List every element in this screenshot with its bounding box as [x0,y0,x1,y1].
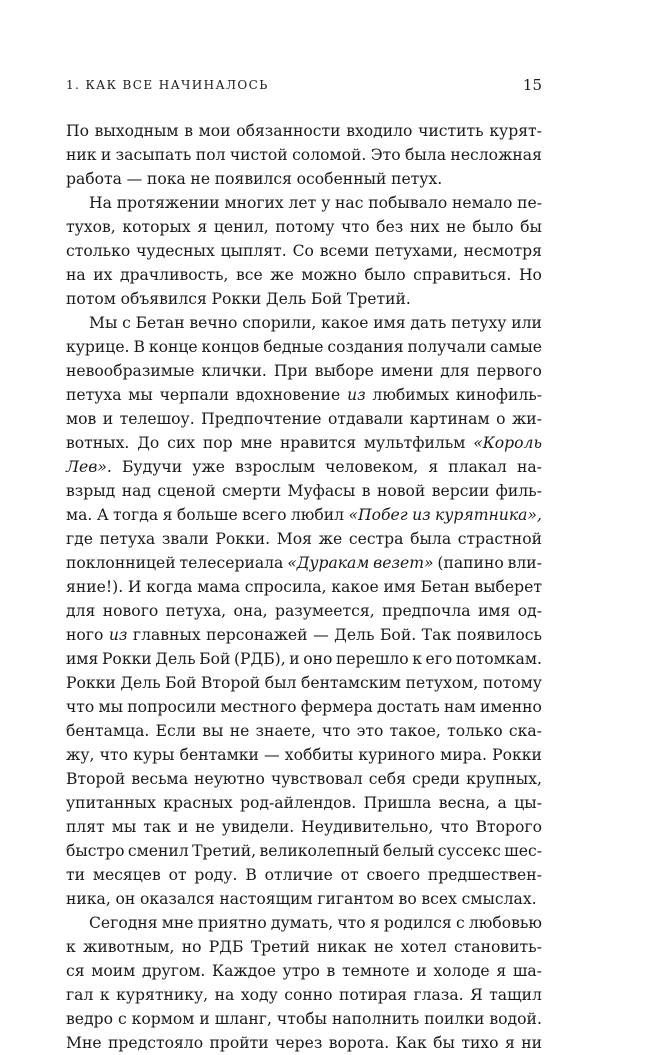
text-line: ник и засыпать пол чистой соломой. Это была несложная [66,146,542,164]
text-line: курице. В конце концов бедные создания получали самые [66,338,542,356]
text-line: быстро сменил Третий, великолепный белый суссекс шес- [66,842,542,860]
text-line: где петуха звали Рокки. Моя же сестра была страстной [66,530,542,548]
text-line: жу, что куры бентамки — хоббиты куриного мира. Рокки [66,746,542,764]
text-line: ведро с кормом и шланг, чтобы наполнить поилки водой. [66,1010,542,1028]
text-line: Второй весьма неуютно чувствовал себя среди крупных, [66,770,542,788]
text-line: петуха мы черпали вдохновение из любимых кинофиль- [66,386,542,404]
text-line: имя Рокки Дель Бой (РДБ), и оно перешло к его потомкам. [66,650,542,668]
text-line: Сегодня мне приятно думать, что я родился с любовью [89,914,542,932]
text-line: упитанных красных род-айлендов. Пришла весна, а цы- [66,794,542,812]
chapter-title: 1. КАК ВСЕ НАЧИНАЛОСЬ [66,78,269,92]
text-line: ного из главных персонажей — Дель Бой. Так появилось [66,626,542,644]
text-line: тухов, которых я ценил, потому что без них не было бы [66,218,542,236]
text-line: работа — пока не появился особенный петух. [66,170,443,188]
text-line: ма. А тогда я больше всего любил «Побег из курятника», [66,506,542,524]
text-line: гал к курятнику, на ходу сонно потирая глаза. Я тащил [66,986,542,1004]
text-line: потом объявился Рокки Дель Бой Третий. [66,290,411,308]
text-line: По выходным в мои обязанности входило чистить курят- [66,122,542,140]
text-line: мов и телешоу. Предпочтение отдавали картинам о жи- [66,410,542,428]
text-line: плят мы так и не увидели. Неудивительно, что Второго [66,818,542,836]
text-line: яние!). И когда мама спросила, какое имя Бетан выберет [66,578,542,596]
text-line: невообразимые клички. При выборе имени для первого [66,362,542,380]
text-line: Мне предстояло пройти через ворота. Как бы тихо я ни [66,1034,542,1052]
text-line: На протяжении многих лет у нас побывало немало пе- [89,194,542,212]
text-line: для нового петуха, она, разумеется, предпочла имя од- [66,602,542,620]
text-line: поклонницей телесериала «Дуракам везет» (папино вли- [66,554,542,572]
page-number: 15 [522,76,542,94]
text-line: ника, он оказался настоящим гигантом во всех смыслах. [66,890,537,908]
running-header [66,76,542,94]
text-line: Рокки Дель Бой Второй был бентамским петухом, потому [66,674,542,692]
text-line: что мы попросили местного фермера достать нам именно [66,698,542,716]
text-line: столько чудесных цыплят. Со всеми петухами, несмотря [66,242,542,260]
body-text [66,119,542,1055]
text-line: к животным, но РДБ Третий никак не хотел становить- [66,938,542,956]
text-line: Мы с Бетан вечно спорили, какое имя дать петуху или [89,314,542,332]
text-line: Лев». Будучи уже взрослым человеком, я плакал на- [66,458,542,476]
text-line: бентамца. Если вы не знаете, что это такое, только ска- [66,722,542,740]
text-line: ти месяцев от роду. В отличие от своего предшествен- [66,866,542,884]
text-line: ся моим другом. Каждое утро в темноте и холоде я ша- [66,962,542,980]
text-line: вотных. До сих пор мне нравится мультфильм «Король [66,434,542,452]
text-line: на их драчливость, все же можно было справиться. Но [66,266,542,284]
text-line: взрыд над сценой смерти Муфасы в новой версии филь- [66,482,542,500]
